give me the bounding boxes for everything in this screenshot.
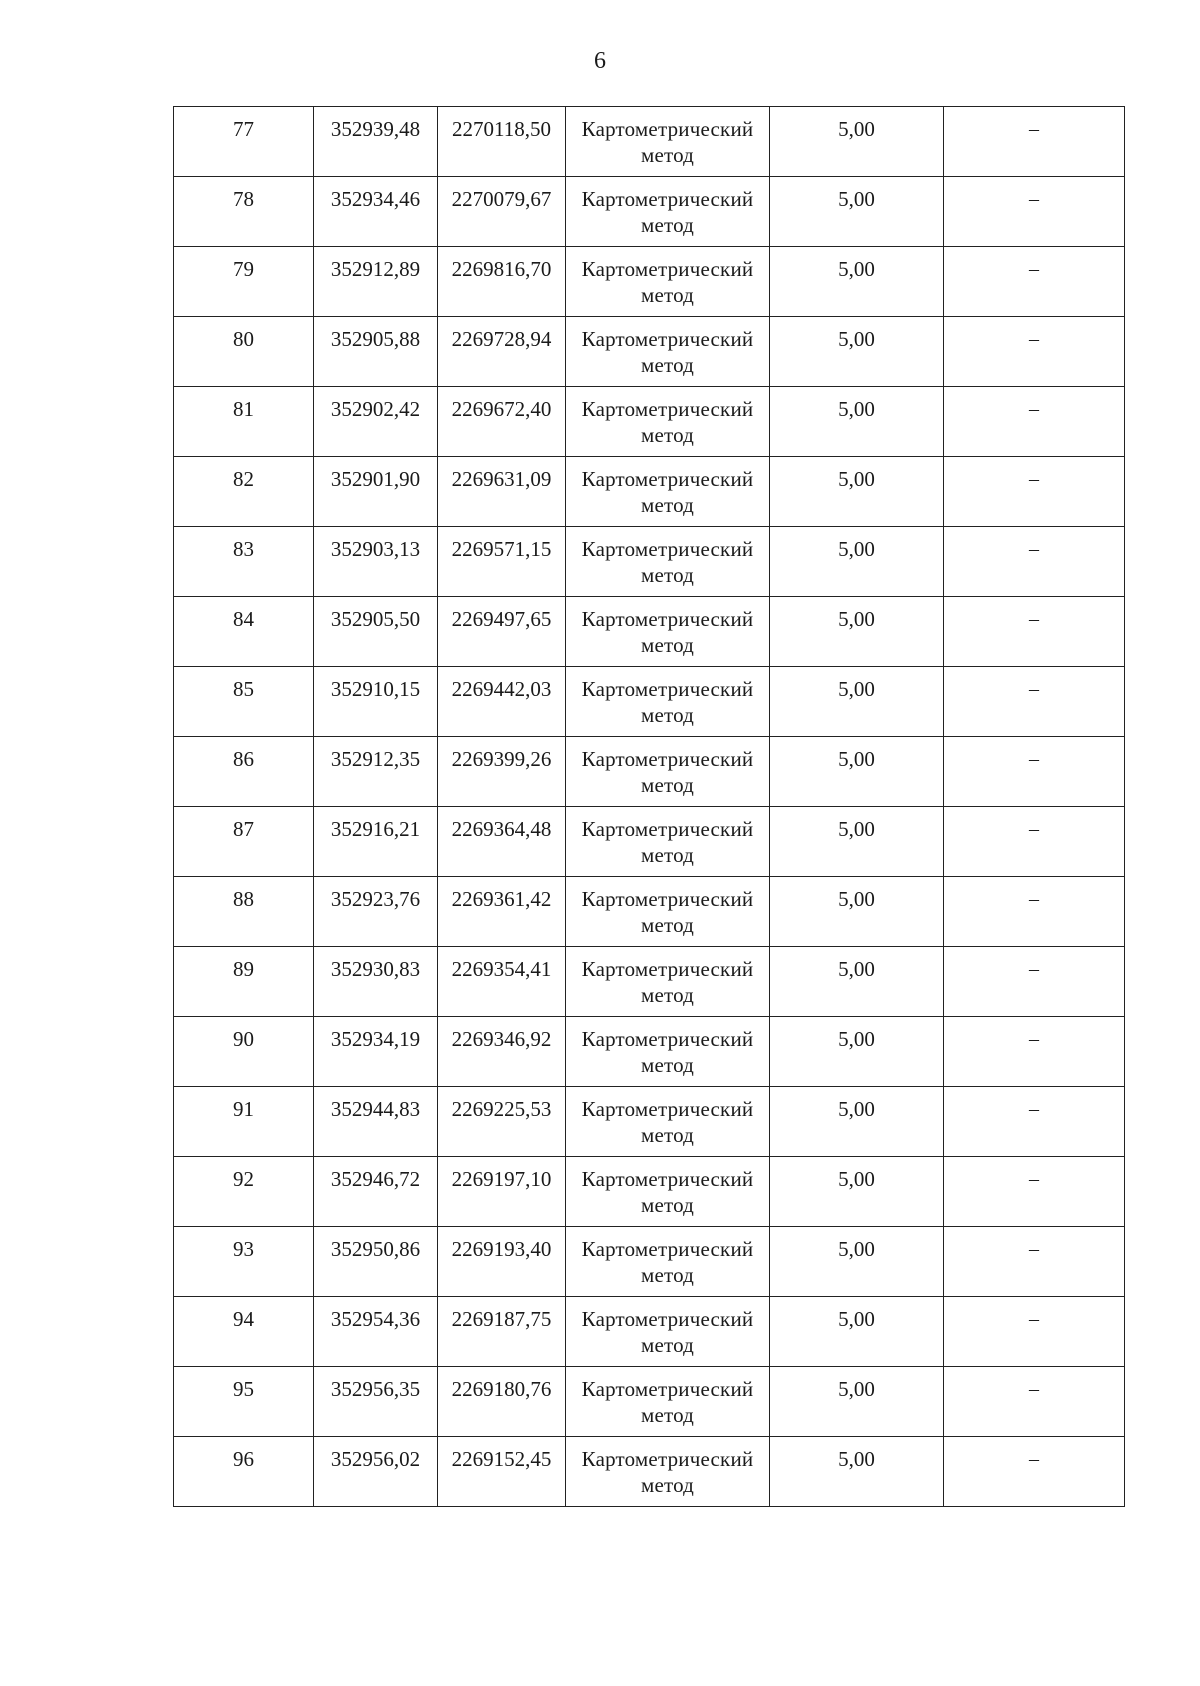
accuracy-cell: 5,00 [770, 1367, 944, 1437]
point-number-cell: 79 [174, 247, 314, 317]
note-cell: – [944, 1087, 1125, 1157]
accuracy-cell: 5,00 [770, 667, 944, 737]
note-cell: – [944, 807, 1125, 877]
table-row [174, 1367, 1125, 1437]
table-row [174, 807, 1125, 877]
note-cell: – [944, 387, 1125, 457]
y-coordinate-cell: 2269442,03 [438, 667, 566, 737]
x-coordinate-cell: 352912,89 [314, 247, 438, 317]
method-cell: Картометрический метод [566, 1297, 770, 1367]
method-cell: Картометрический метод [566, 317, 770, 387]
method-cell: Картометрический метод [566, 177, 770, 247]
x-coordinate-cell: 352930,83 [314, 947, 438, 1017]
note-cell: – [944, 317, 1125, 387]
method-cell: Картометрический метод [566, 457, 770, 527]
y-coordinate-cell: 2269399,26 [438, 737, 566, 807]
y-coordinate-cell: 2269187,75 [438, 1297, 566, 1367]
table-row [174, 247, 1125, 317]
accuracy-cell: 5,00 [770, 1087, 944, 1157]
note-cell: – [944, 1367, 1125, 1437]
table-row [174, 597, 1125, 667]
point-number-cell: 85 [174, 667, 314, 737]
accuracy-cell: 5,00 [770, 877, 944, 947]
x-coordinate-cell: 352923,76 [314, 877, 438, 947]
y-coordinate-cell: 2269571,15 [438, 527, 566, 597]
table-row [174, 1017, 1125, 1087]
x-coordinate-cell: 352916,21 [314, 807, 438, 877]
method-cell: Картометрический метод [566, 667, 770, 737]
accuracy-cell: 5,00 [770, 107, 944, 177]
method-cell: Картометрический метод [566, 1017, 770, 1087]
accuracy-cell: 5,00 [770, 177, 944, 247]
point-number-cell: 92 [174, 1157, 314, 1227]
point-number-cell: 77 [174, 107, 314, 177]
table-row [174, 877, 1125, 947]
note-cell: – [944, 947, 1125, 1017]
table-row [174, 1227, 1125, 1297]
y-coordinate-cell: 2269193,40 [438, 1227, 566, 1297]
table-row [174, 737, 1125, 807]
method-cell: Картометрический метод [566, 877, 770, 947]
table-row [174, 947, 1125, 1017]
point-number-cell: 96 [174, 1437, 314, 1507]
note-cell: – [944, 597, 1125, 667]
accuracy-cell: 5,00 [770, 527, 944, 597]
point-number-cell: 86 [174, 737, 314, 807]
table-row [174, 667, 1125, 737]
y-coordinate-cell: 2269225,53 [438, 1087, 566, 1157]
x-coordinate-cell: 352934,19 [314, 1017, 438, 1087]
note-cell: – [944, 737, 1125, 807]
x-coordinate-cell: 352956,35 [314, 1367, 438, 1437]
note-cell: – [944, 457, 1125, 527]
x-coordinate-cell: 352905,50 [314, 597, 438, 667]
y-coordinate-cell: 2269197,10 [438, 1157, 566, 1227]
method-cell: Картометрический метод [566, 1227, 770, 1297]
table-row [174, 387, 1125, 457]
accuracy-cell: 5,00 [770, 737, 944, 807]
point-number-cell: 87 [174, 807, 314, 877]
x-coordinate-cell: 352950,86 [314, 1227, 438, 1297]
method-cell: Картометрический метод [566, 247, 770, 317]
method-cell: Картометрический метод [566, 737, 770, 807]
coordinates-table [173, 106, 1125, 1507]
point-number-cell: 94 [174, 1297, 314, 1367]
table-row [174, 527, 1125, 597]
x-coordinate-cell: 352934,46 [314, 177, 438, 247]
method-cell: Картометрический метод [566, 107, 770, 177]
point-number-cell: 81 [174, 387, 314, 457]
accuracy-cell: 5,00 [770, 1297, 944, 1367]
y-coordinate-cell: 2270118,50 [438, 107, 566, 177]
y-coordinate-cell: 2270079,67 [438, 177, 566, 247]
table-row [174, 177, 1125, 247]
note-cell: – [944, 247, 1125, 317]
note-cell: – [944, 667, 1125, 737]
note-cell: – [944, 107, 1125, 177]
point-number-cell: 90 [174, 1017, 314, 1087]
accuracy-cell: 5,00 [770, 597, 944, 667]
y-coordinate-cell: 2269180,76 [438, 1367, 566, 1437]
method-cell: Картометрический метод [566, 1157, 770, 1227]
point-number-cell: 91 [174, 1087, 314, 1157]
coordinates-table-body [174, 107, 1125, 1507]
method-cell: Картометрический метод [566, 387, 770, 457]
accuracy-cell: 5,00 [770, 247, 944, 317]
note-cell: – [944, 877, 1125, 947]
note-cell: – [944, 527, 1125, 597]
accuracy-cell: 5,00 [770, 1017, 944, 1087]
table-row [174, 457, 1125, 527]
point-number-cell: 82 [174, 457, 314, 527]
y-coordinate-cell: 2269346,92 [438, 1017, 566, 1087]
accuracy-cell: 5,00 [770, 457, 944, 527]
accuracy-cell: 5,00 [770, 947, 944, 1017]
y-coordinate-cell: 2269354,41 [438, 947, 566, 1017]
point-number-cell: 89 [174, 947, 314, 1017]
note-cell: – [944, 1157, 1125, 1227]
y-coordinate-cell: 2269816,70 [438, 247, 566, 317]
x-coordinate-cell: 352901,90 [314, 457, 438, 527]
note-cell: – [944, 177, 1125, 247]
x-coordinate-cell: 352939,48 [314, 107, 438, 177]
x-coordinate-cell: 352946,72 [314, 1157, 438, 1227]
method-cell: Картометрический метод [566, 807, 770, 877]
table-row [174, 317, 1125, 387]
note-cell: – [944, 1017, 1125, 1087]
method-cell: Картометрический метод [566, 1087, 770, 1157]
method-cell: Картометрический метод [566, 597, 770, 667]
point-number-cell: 78 [174, 177, 314, 247]
accuracy-cell: 5,00 [770, 317, 944, 387]
x-coordinate-cell: 352956,02 [314, 1437, 438, 1507]
table-row [174, 1157, 1125, 1227]
note-cell: – [944, 1297, 1125, 1367]
table-row [174, 1297, 1125, 1367]
y-coordinate-cell: 2269728,94 [438, 317, 566, 387]
x-coordinate-cell: 352944,83 [314, 1087, 438, 1157]
accuracy-cell: 5,00 [770, 1227, 944, 1297]
note-cell: – [944, 1437, 1125, 1507]
x-coordinate-cell: 352903,13 [314, 527, 438, 597]
y-coordinate-cell: 2269364,48 [438, 807, 566, 877]
page-number: 6 [594, 48, 606, 74]
y-coordinate-cell: 2269152,45 [438, 1437, 566, 1507]
method-cell: Картометрический метод [566, 527, 770, 597]
x-coordinate-cell: 352902,42 [314, 387, 438, 457]
accuracy-cell: 5,00 [770, 807, 944, 877]
point-number-cell: 93 [174, 1227, 314, 1297]
y-coordinate-cell: 2269672,40 [438, 387, 566, 457]
accuracy-cell: 5,00 [770, 1157, 944, 1227]
table-row [174, 1087, 1125, 1157]
table-row [174, 1437, 1125, 1507]
note-cell: – [944, 1227, 1125, 1297]
y-coordinate-cell: 2269497,65 [438, 597, 566, 667]
point-number-cell: 95 [174, 1367, 314, 1437]
table-row [174, 107, 1125, 177]
y-coordinate-cell: 2269631,09 [438, 457, 566, 527]
point-number-cell: 80 [174, 317, 314, 387]
x-coordinate-cell: 352905,88 [314, 317, 438, 387]
x-coordinate-cell: 352954,36 [314, 1297, 438, 1367]
accuracy-cell: 5,00 [770, 387, 944, 457]
point-number-cell: 83 [174, 527, 314, 597]
method-cell: Картометрический метод [566, 947, 770, 1017]
accuracy-cell: 5,00 [770, 1437, 944, 1507]
y-coordinate-cell: 2269361,42 [438, 877, 566, 947]
method-cell: Картометрический метод [566, 1367, 770, 1437]
point-number-cell: 88 [174, 877, 314, 947]
x-coordinate-cell: 352910,15 [314, 667, 438, 737]
method-cell: Картометрический метод [566, 1437, 770, 1507]
x-coordinate-cell: 352912,35 [314, 737, 438, 807]
point-number-cell: 84 [174, 597, 314, 667]
